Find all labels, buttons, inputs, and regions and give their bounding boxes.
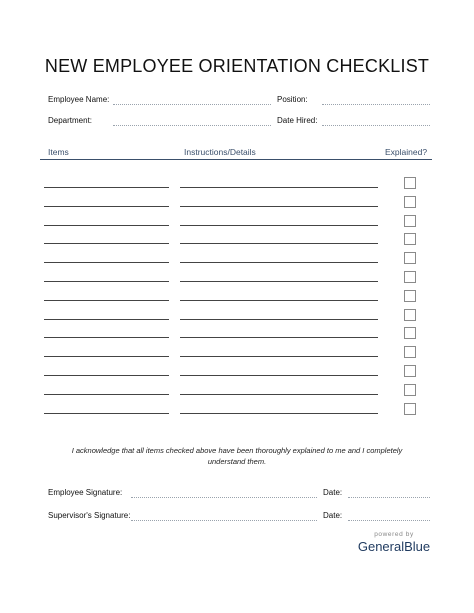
item-field[interactable] (44, 356, 169, 357)
supervisor-signature-field[interactable] (131, 520, 317, 521)
instructions-field[interactable] (180, 300, 378, 301)
explained-checkbox[interactable] (404, 252, 416, 264)
item-field[interactable] (44, 394, 169, 395)
employee-signature-date-label: Date: (323, 488, 343, 497)
item-field[interactable] (44, 243, 169, 244)
item-field[interactable] (44, 413, 169, 414)
checklist-row (0, 343, 474, 361)
position-field[interactable] (322, 104, 430, 105)
supervisor-signature-label: Supervisor's Signature: (48, 511, 131, 520)
checklist-row (0, 174, 474, 192)
employee-name-label: Employee Name: (48, 95, 110, 104)
acknowledgement-text: I acknowledge that all items checked above have been thoroughly explained to me and I completely understand them. (71, 446, 403, 466)
brand-logo (357, 531, 431, 554)
explained-checkbox[interactable] (404, 290, 416, 302)
powered-by-text: powered by (374, 531, 414, 538)
checklist-row (0, 400, 474, 418)
instructions-field[interactable] (180, 319, 378, 320)
page-title: NEW EMPLOYEE ORIENTATION CHECKLIST (44, 56, 430, 76)
checklist-row (0, 362, 474, 380)
brand-name: GeneralBlue (357, 539, 431, 554)
explained-checkbox[interactable] (404, 346, 416, 358)
explained-checkbox[interactable] (404, 327, 416, 339)
instructions-column-header: Instructions/Details (184, 147, 256, 157)
explained-checkbox[interactable] (404, 233, 416, 245)
item-field[interactable] (44, 375, 169, 376)
explained-checkbox[interactable] (404, 271, 416, 283)
explained-checkbox[interactable] (404, 403, 416, 415)
instructions-field[interactable] (180, 356, 378, 357)
position-label: Position: (277, 95, 308, 104)
date-hired-label: Date Hired: (277, 116, 318, 125)
explained-checkbox[interactable] (404, 365, 416, 377)
checklist-row (0, 212, 474, 230)
explained-checkbox[interactable] (404, 309, 416, 321)
instructions-field[interactable] (180, 187, 378, 188)
explained-checkbox[interactable] (404, 196, 416, 208)
checklist-row (0, 230, 474, 248)
explained-checkbox[interactable] (404, 177, 416, 189)
checklist-row (0, 381, 474, 399)
supervisor-signature-date-field[interactable] (348, 520, 430, 521)
employee-signature-date-field[interactable] (348, 497, 430, 498)
item-field[interactable] (44, 187, 169, 188)
instructions-field[interactable] (180, 225, 378, 226)
instructions-field[interactable] (180, 337, 378, 338)
department-field[interactable] (113, 125, 271, 126)
employee-name-field[interactable] (113, 104, 271, 105)
supervisor-signature-date-label: Date: (323, 511, 343, 520)
employee-signature-field[interactable] (131, 497, 317, 498)
instructions-field[interactable] (180, 375, 378, 376)
item-field[interactable] (44, 337, 169, 338)
instructions-field[interactable] (180, 281, 378, 282)
checklist-row (0, 324, 474, 342)
checklist-row (0, 249, 474, 267)
checklist-row (0, 268, 474, 286)
item-field[interactable] (44, 225, 169, 226)
instructions-field[interactable] (180, 243, 378, 244)
checklist-row (0, 193, 474, 211)
items-column-header: Items (48, 147, 69, 157)
instructions-field[interactable] (180, 262, 378, 263)
item-field[interactable] (44, 281, 169, 282)
checklist-row (0, 287, 474, 305)
instructions-field[interactable] (180, 206, 378, 207)
item-field[interactable] (44, 300, 169, 301)
header-divider (40, 159, 432, 160)
department-label: Department: (48, 116, 93, 125)
item-field[interactable] (44, 206, 169, 207)
employee-signature-label: Employee Signature: (48, 488, 123, 497)
explained-checkbox[interactable] (404, 384, 416, 396)
date-hired-field[interactable] (322, 125, 430, 126)
item-field[interactable] (44, 319, 169, 320)
explained-checkbox[interactable] (404, 215, 416, 227)
instructions-field[interactable] (180, 413, 378, 414)
item-field[interactable] (44, 262, 169, 263)
instructions-field[interactable] (180, 394, 378, 395)
checklist-row (0, 306, 474, 324)
explained-column-header: Explained? (385, 147, 428, 157)
